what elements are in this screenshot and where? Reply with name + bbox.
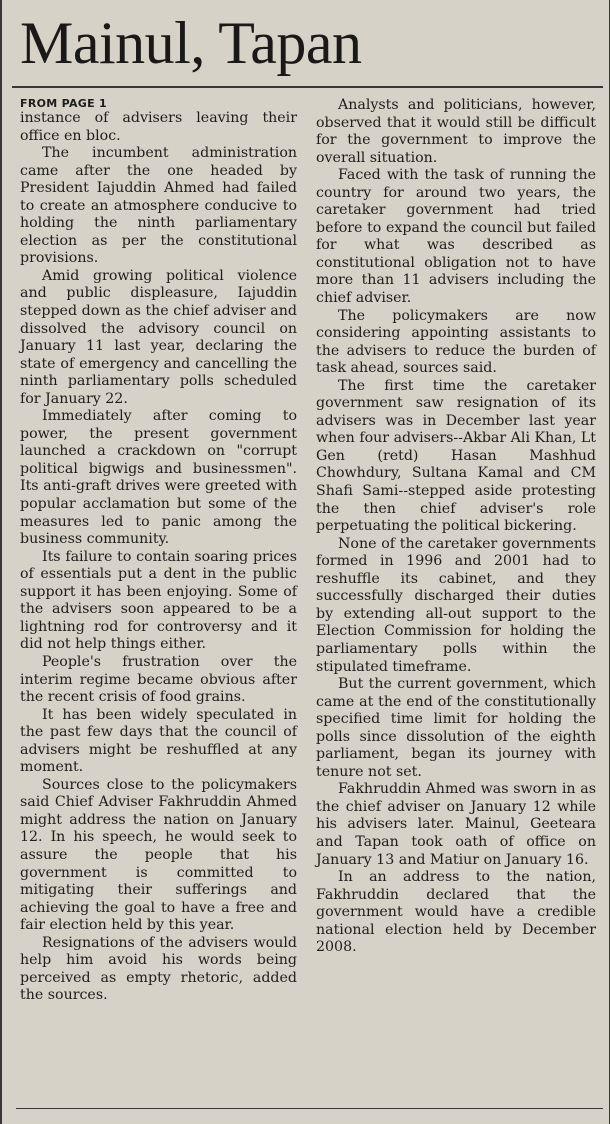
article-column-left — [20, 97, 297, 1005]
paragraph: Its failure to contain soaring prices of essentials put a dent in the public support it has been enjoying. Some of the advisers soon appeared to be a lightning rod for controversy and it did not help things either. — [20, 548, 297, 653]
paragraph: Sources close to the policymakers said Chief Adviser Fakhruddin Ahmed might address the nation on January 12. In his speech, he would seek to assure the people that his government is committed to mitigating their sufferings and achieving the goal to have a free and fair election held by this year. — [20, 776, 297, 934]
paragraph: instance of advisers leaving their office en bloc. — [20, 110, 297, 144]
paragraph: People's frustration over the interim regime became obvious after the recent crisis of food grains. — [20, 653, 297, 706]
paragraph: Immediately after coming to power, the present government launched a crackdown on "corrupt political bigwigs and businessmen". Its anti-graft drives were greeted with popular acclamation but some of the measures led to panic among the business community. — [20, 408, 297, 548]
paragraph: Analysts and politicians, however, observed that it would still be difficult for the government to improve the overall situation. — [316, 97, 596, 166]
paragraph: Fakhruddin Ahmed was sworn in as the chief adviser on January 12 while his advisers later. Mainul, Geeteara and Tapan took oath of office on January 13 and Matiur on January 16. — [316, 781, 596, 868]
dateline: FROM PAGE 1 — [20, 97, 108, 110]
paragraph: Faced with the task of running the country for around two years, the caretaker government had tried before to expand the council but failed for what was described as constitutional obligation not to have more than 11 advisers including the chief adviser. — [316, 167, 596, 307]
paragraph: None of the caretaker governments formed in 1996 and 2001 had to reshuffle its cabinet, and they successfully discharged their duties by extending all-out support to the Election Commission for holding the parliamentary polls within the stipulated timeframe. — [316, 535, 596, 675]
paragraph: In an address to the nation, Fakhruddin declared that the government would have a credible national election held by December 2008. — [316, 869, 596, 956]
paragraph: It has been widely speculated in the past few days that the council of advisers might be reshuffled at any moment. — [20, 706, 297, 776]
paragraph: The first time the caretaker government saw resignation of its advisers was in December last year when four advisers--Akbar Ali Khan, Lt Gen (retd) Hasan Mashhud Chowhdury, Sultana Kamal and CM Shafi Sami--stepped aside protesting the then chief adviser's role perpetuating the political bickering. — [316, 377, 596, 535]
paragraph: The incumbent administration came after the one headed by President Iajuddin Ahmed had failed to create an atmosphere conducive to holding the ninth parliamentary election as per the constitutional provisions. — [20, 145, 297, 267]
paragraph: Amid growing political violence and public displeasure, Iajuddin stepped down as the chief adviser and dissolved the advisory council on January 11 last year, declaring the state of emergency and cancelling the ninth parliamentary polls scheduled for January 22. — [20, 267, 297, 407]
article-column-right — [316, 97, 596, 957]
headline: Mainul, Tapan — [20, 10, 362, 76]
paragraph: The policymakers are now considering appointing assistants to the advisers to reduce the burden of task ahead, sources said. — [316, 307, 596, 377]
paragraph: But the current government, which came at the end of the constitutionally specified time limit for holding the polls since dissolution of the eighth parliament, began its journey with tenure not set. — [316, 676, 596, 780]
paragraph: Resignations of the advisers would help him avoid his words being perceived as empty rhetoric, added the sources. — [20, 934, 297, 1004]
bottom-rule — [16, 1108, 603, 1109]
headline-rule — [12, 86, 603, 88]
